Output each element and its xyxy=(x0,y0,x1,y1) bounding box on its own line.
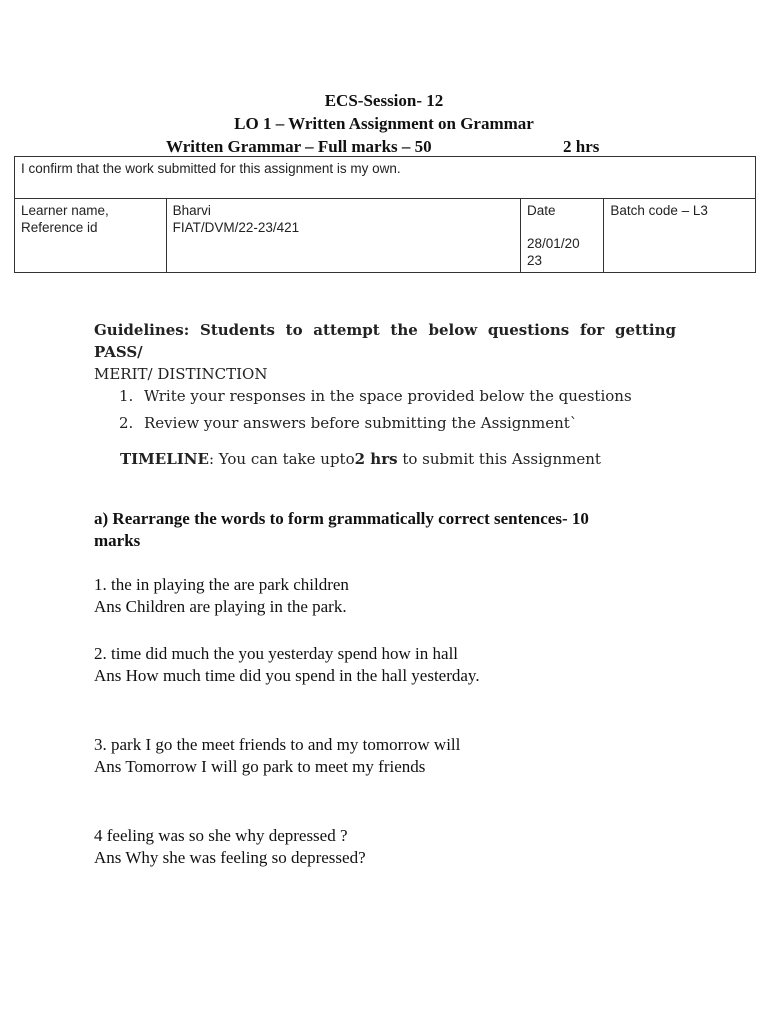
batch-code: Batch code – L3 xyxy=(610,203,708,218)
guideline-text: Write your responses in the space provided below the questions xyxy=(144,387,632,405)
session-title: ECS-Session- 12 xyxy=(324,91,444,110)
answer-text: Ans Why she was feeling so depressed? xyxy=(94,848,366,867)
question-text: 1. the in playing the are park children xyxy=(94,575,349,594)
learner-label-cell xyxy=(15,199,167,273)
learner-row xyxy=(15,199,756,273)
reference-id-value: FIAT/DVM/22-23/421 xyxy=(172,220,300,235)
guideline-text: Review your answers before submitting the Assignment` xyxy=(144,414,578,432)
date-value-line1: 28/01/20 xyxy=(527,236,580,251)
question-block xyxy=(94,574,349,618)
guideline-item xyxy=(94,385,676,407)
answer-text: Ans Children are playing in the park. xyxy=(94,597,347,616)
question-block xyxy=(94,643,480,687)
answer-text: Ans How much time did you spend in the hall yesterday. xyxy=(94,666,480,685)
question-block xyxy=(94,734,460,778)
date-label: Date xyxy=(527,203,556,218)
guideline-number: 2. xyxy=(119,414,134,432)
question-text: 2. time did much the you yesterday spend how in hall xyxy=(94,644,459,663)
question-text: 3. park I go the meet friends to and my tomorrow will xyxy=(94,735,461,754)
guideline-number: 1. xyxy=(119,387,134,405)
batch-code-cell xyxy=(604,199,756,273)
full-marks-line: Written Grammar – Full marks – 50 xyxy=(166,137,432,156)
section-a-heading-line2: marks xyxy=(94,531,141,550)
guidelines-title: Guidelines: Students to attempt the below questions for getting PASS/ xyxy=(94,321,676,361)
date-value-line2: 23 xyxy=(527,253,543,268)
timeline-note xyxy=(94,448,676,470)
reference-id-label: Reference id xyxy=(21,220,98,235)
section-a-heading-line1: a) Rearrange the words to form grammatically correct sentences- 10 xyxy=(94,509,589,528)
guidelines-list xyxy=(94,385,676,434)
learner-name-value: Bharvi xyxy=(172,203,211,218)
assignment-info-table xyxy=(14,156,756,273)
timeline-label: TIMELINE xyxy=(120,450,209,468)
assignment-title: LO 1 – Written Assignment on Grammar xyxy=(234,114,534,133)
date-value xyxy=(527,235,597,269)
question-block xyxy=(94,825,366,869)
learner-name-label: Learner name, xyxy=(21,203,109,218)
guidelines-title-line2: MERIT/ DISTINCTION xyxy=(94,365,268,383)
timeline-text-before: : You can take upto xyxy=(208,450,355,468)
question-text: 4 feeling was so she why depressed ? xyxy=(94,826,348,845)
guideline-item xyxy=(94,412,676,434)
duration-label: 2 hrs xyxy=(563,137,600,156)
date-cell xyxy=(521,199,604,273)
learner-value-cell xyxy=(166,199,520,273)
section-a-heading xyxy=(94,508,694,552)
timeline-hours: 2 hrs xyxy=(354,450,398,468)
confirmation-statement: I confirm that the work submitted for this assignment is my own. xyxy=(15,157,756,199)
guidelines-section xyxy=(94,319,676,470)
confirmation-row xyxy=(15,157,756,199)
timeline-text-after: to submit this Assignment xyxy=(397,450,601,468)
answer-text: Ans Tomorrow I will go park to meet my friends xyxy=(94,757,426,776)
